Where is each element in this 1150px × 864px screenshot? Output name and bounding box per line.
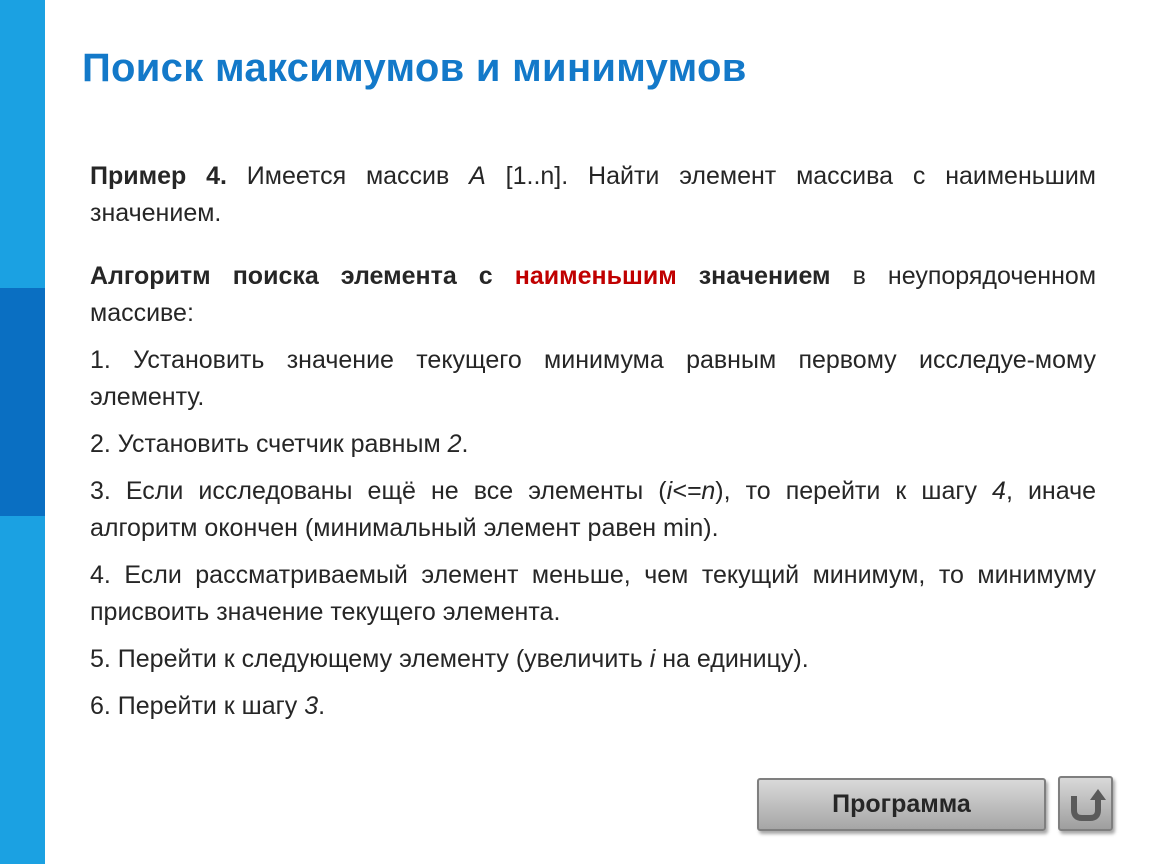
step-5-var: i [649,645,656,673]
step-5 [90,641,1096,678]
example-text: Имеется массив [226,162,470,190]
step-2-text: 2. Установить счетчик равным [90,430,448,458]
array-name: A [469,162,486,190]
step-4: 4. Если рассматриваемый элемент меньше, чем текущий минимум, то минимуму присвоить значение текущего элемента. [90,561,1096,626]
slide-title: Поиск максимумов и минимумов [82,46,747,90]
back-button[interactable] [1058,776,1113,831]
step-3-mid: ), то перейти к шагу [715,477,993,505]
step-3-target: 4 [992,477,1006,505]
example-task: . Найти элемент массива с наименьшим значением. [90,162,1096,227]
return-arrow-icon [1066,784,1106,824]
step-3 [90,473,1096,547]
program-button-label: Программа [832,790,971,818]
step-6-target: 3 [304,692,319,720]
step-2-end: . [461,430,469,458]
step-5-end: на единицу). [655,645,809,673]
step-3-text: 3. Если исследованы ещё не все элементы ( [90,477,667,505]
algorithm-suffix: значением [676,262,831,290]
step-5-text: 5. Перейти к следующему элементу (увеличить [90,645,650,673]
step-6 [90,688,1096,725]
algorithm-heading [90,258,1096,332]
example-label: Пример 4. [90,162,227,190]
step-6-end: . [318,692,326,720]
step-6-text: 6. Перейти к шагу [90,692,305,720]
step-2-value: 2 [447,430,462,458]
array-range: [1..n] [485,162,562,190]
step-3-condition: i<=n [666,477,716,505]
sidebar-stripe-accent [0,288,45,516]
step-1: 1. Установить значение текущего минимума равным первому исследуе-мому элементу. [90,346,1096,411]
algorithm-rest: в неупорядоченном массиве: [90,262,1097,327]
algorithm-prefix: Алгоритм поиска элемента с [90,262,515,290]
step-3-end: , иначе алгоритм окончен (минимальный элемент равен min). [90,477,1096,542]
algorithm-highlight: наименьшим [514,262,677,290]
step-2 [90,426,1096,463]
slide-content [90,158,1096,725]
program-button[interactable] [757,778,1046,831]
example-paragraph [90,158,1096,232]
